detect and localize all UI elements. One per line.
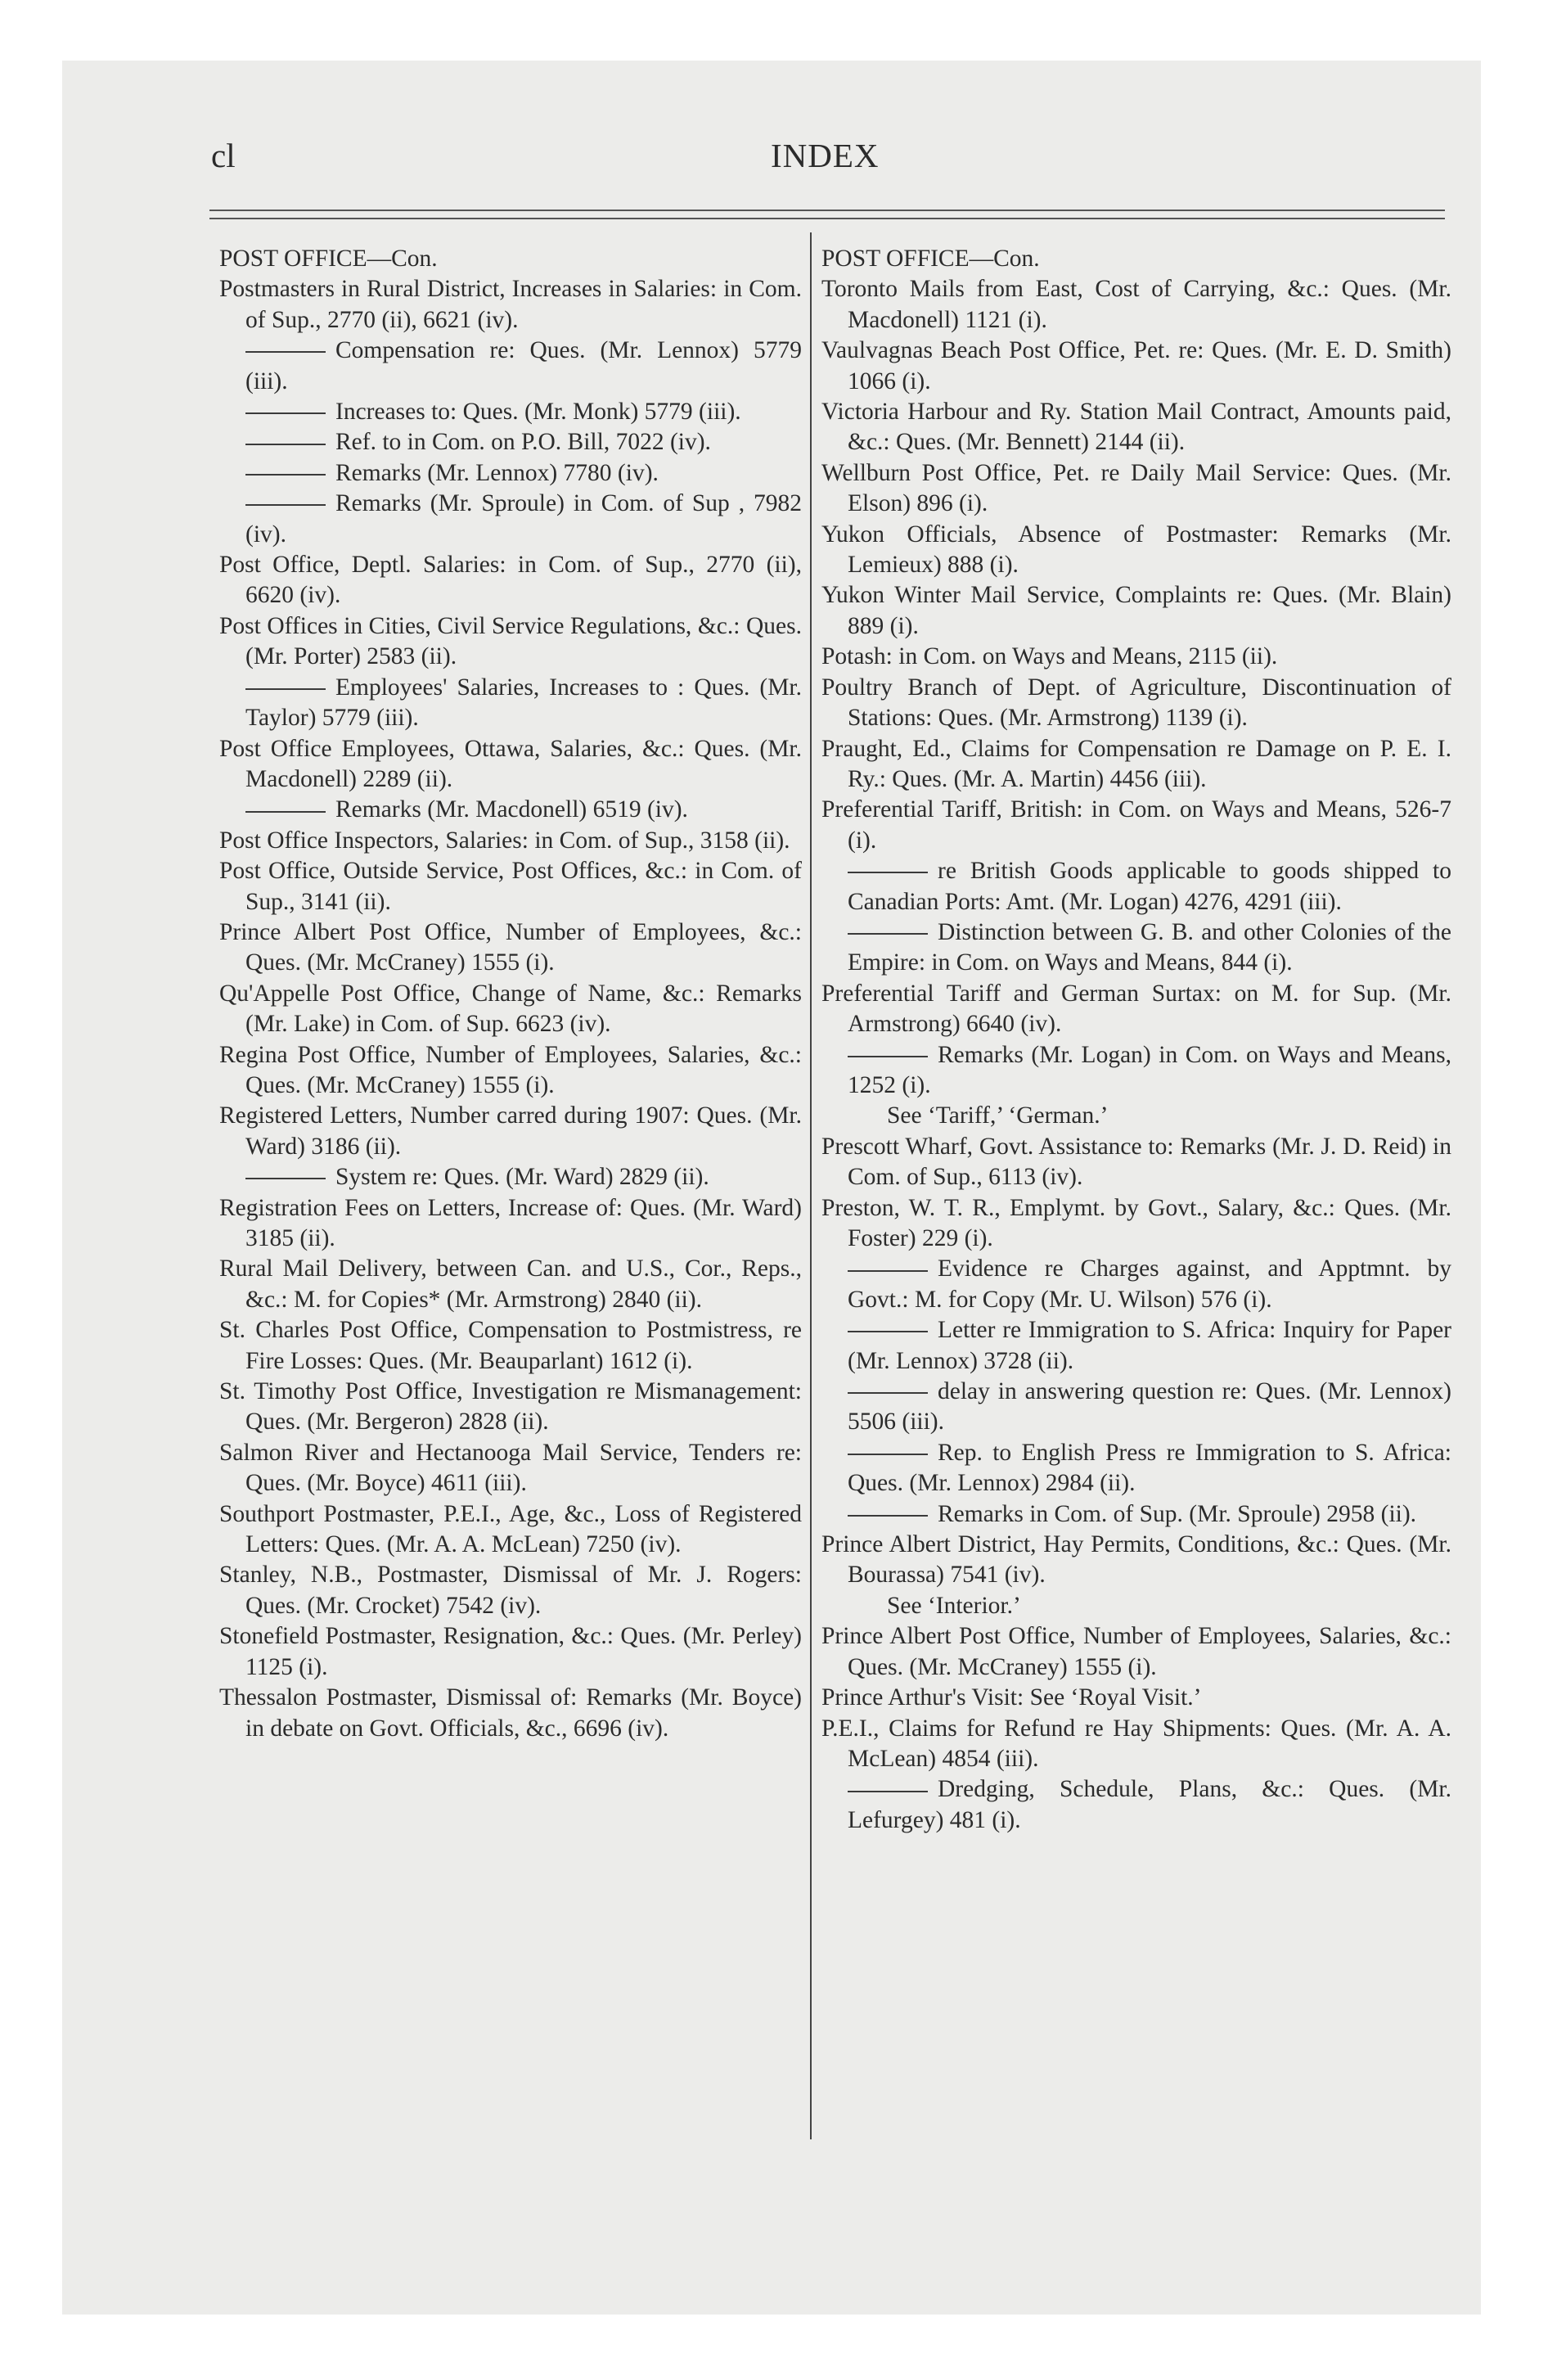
entry-text: Preferential Tariff, British: in Com. on Ways and Means, 526-7 (i). [821,796,1451,854]
index-subentry [219,458,802,489]
ditto-dash [245,444,326,445]
index-entry [821,1683,1451,1713]
entry-text: Evidence re Charges against, and Apptmnt. by Govt.: M. for Copy (Mr. U. Wilson) 576 (i). [848,1255,1451,1313]
entry-text: Postmasters in Rural District, Increases in Salaries: in Com. of Sup., 2770 (ii), 6621 (iv). [219,276,802,333]
entry-text: Preferential Tariff and German Surtax: on M. for Sup. (Mr. Armstrong) 6640 (iv). [821,980,1451,1038]
entry-text: Post Office Employees, Ottawa, Salaries, &c.: Ques. (Mr. Macdonell) 2289 (ii). [219,735,802,792]
entry-text: Prince Arthur's Visit: See ‘Royal Visit.’ [821,1684,1202,1711]
entry-text: delay in answering question re: Ques. (Mr. Lennox) 5506 (iii). [848,1378,1451,1436]
index-entry [821,1714,1451,1775]
ditto-dash [245,811,326,813]
index-entry [821,336,1451,397]
entry-text: Remarks (Mr. Sproule) in Com. of Sup , 7982 (iv). [245,490,802,548]
entry-text: Stonefield Postmaster, Resignation, &c.: Ques. (Mr. Perley) 1125 (i). [219,1623,802,1680]
index-entry [821,642,1451,672]
entry-text: St. Timothy Post Office, Investigation re Mismanagement: Ques. (Mr. Bergeron) 2828 (ii). [219,1378,802,1436]
index-entry [219,1101,802,1162]
entry-text: Praught, Ed., Claims for Compensation re Damage on P. E. I. Ry.: Ques. (Mr. A. Martin) 4456 (iii). [821,735,1451,792]
entry-text: System re: Ques. (Mr. Ward) 2829 (ii). [335,1164,709,1191]
ditto-dash [245,351,326,353]
entry-text: See ‘Interior.’ [887,1592,1021,1619]
index-subentry [821,917,1451,979]
header-rule [209,218,1445,219]
index-entry [821,397,1451,458]
index-entry [219,274,802,336]
entry-text: Rep. to English Press re Immigration to S. Africa: Ques. (Mr. Lennox) 2984 (ii). [848,1439,1451,1497]
entry-text: Registered Letters, Number carred during 1907: Ques. (Mr. Ward) 3186 (ii). [219,1102,802,1160]
entry-text: Toronto Mails from East, Cost of Carrying, &c.: Ques. (Mr. Macdonell) 1121 (i). [821,276,1451,333]
index-entry [219,856,802,917]
index-subentry [821,1377,1451,1438]
entry-text: Vaulvagnas Beach Post Office, Pet. re: Ques. (Mr. E. D. Smith) 1066 (i). [821,337,1451,394]
index-entry [219,1560,802,1621]
index-entry [219,611,802,673]
entry-text: Rural Mail Delivery, between Can. and U.S., Cor., Reps., &c.: M. for Copies* (Mr. Armstrong) 2840 (ii). [219,1255,802,1313]
left-column [219,244,802,1744]
entry-text: Post Office Inspectors, Salaries: in Com. of Sup., 3158 (ii). [219,827,790,854]
section-heading [821,244,1451,274]
entry-text: P.E.I., Claims for Refund re Hay Shipments: Ques. (Mr. A. A. McLean) 4854 (iii). [821,1715,1451,1772]
index-entry [219,1315,802,1377]
index-entry [219,826,802,856]
column-divider [810,232,812,2139]
entry-text: St. Charles Post Office, Compensation to Postmistress, re Fire Losses: Ques. (Mr. Beauparlant) 1612 (i). [219,1317,802,1374]
entry-text: Increases to: Ques. (Mr. Monk) 5779 (iii). [335,399,741,426]
entry-text: Yukon Officials, Absence of Postmaster: Remarks (Mr. Lemieux) 888 (i). [821,521,1451,579]
index-subentry [219,397,802,427]
entry-text: See ‘Tariff,’ ‘German.’ [887,1102,1109,1129]
index-entry [219,1621,802,1683]
index-entry [219,1254,802,1315]
index-entry [821,795,1451,856]
entry-text: Remarks (Mr. Lennox) 7780 (iv). [335,459,659,486]
entry-text: Prince Albert Post Office, Number of Employees, &c.: Ques. (Mr. McCraney) 1555 (i). [219,918,802,976]
index-subentry [219,1162,802,1192]
index-entry [821,274,1451,336]
see-reference [821,1101,1451,1131]
ditto-dash [848,1515,928,1517]
entry-text: Qu'Appelle Post Office, Change of Name, &c.: Remarks (Mr. Lake) in Com. of Sup. 6623 (iv). [219,980,802,1038]
ditto-dash [848,1392,928,1394]
index-entry [821,1621,1451,1683]
index-subentry [219,336,802,397]
entry-text: Compensation re: Ques. (Mr. Lennox) 5779 (iii). [245,337,802,394]
index-subentry [219,795,802,825]
page-number: cl [211,137,236,174]
index-entry [219,1377,802,1438]
entry-text: Ref. to in Com. on P.O. Bill, 7022 (iv). [335,429,711,456]
index-entry [821,979,1451,1040]
see-reference [821,1591,1451,1621]
entry-text: Remarks (Mr. Logan) in Com. on Ways and Means, 1252 (i). [848,1041,1451,1098]
index-subentry [821,1438,1451,1499]
index-subentry [821,1774,1451,1836]
ditto-dash [245,412,326,414]
ditto-dash [848,933,928,935]
section-heading [219,244,802,274]
index-entry [219,1193,802,1255]
index-entry [219,1438,802,1499]
index-entry [821,520,1451,581]
index-subentry [821,1499,1451,1530]
ditto-dash [245,1178,326,1179]
index-entry [821,458,1451,520]
index-subentry [219,489,802,550]
index-entry [219,550,802,611]
entry-text: POST OFFICE—Con. [821,246,1040,272]
entry-text: Salmon River and Hectanooga Mail Service, Tenders re: Ques. (Mr. Boyce) 4611 (iii). [219,1439,802,1497]
index-entry [219,1683,802,1744]
index-entry [821,1132,1451,1193]
ditto-dash [848,1270,928,1272]
entry-text: Post Office, Outside Service, Post Offices, &c.: in Com. of Sup., 3141 (ii). [219,858,802,915]
index-entry [219,979,802,1040]
entry-text: Post Office, Deptl. Salaries: in Com. of Sup., 2770 (ii), 6620 (iv). [219,552,802,609]
entry-text: POST OFFICE—Con. [219,246,438,272]
entry-text: Prince Albert Post Office, Number of Employees, Salaries, &c.: Ques. (Mr. McCraney) 1555 (i). [821,1623,1451,1680]
ditto-dash [245,474,326,476]
entry-text: Post Offices in Cities, Civil Service Regulations, &c.: Ques. (Mr. Porter) 2583 (ii). [219,612,802,670]
index-subentry [219,427,802,458]
header-rule [209,210,1445,211]
entry-text: re British Goods applicable to goods shipped to Canadian Ports: Amt. (Mr. Logan) 4276, 4291 (iii). [848,858,1451,915]
index-entry [219,917,802,979]
ditto-dash [848,872,928,873]
index-entry [821,734,1451,796]
index-entry [219,1499,802,1561]
entry-text: Regina Post Office, Number of Employees, Salaries, &c.: Ques. (Mr. McCraney) 1555 (i). [219,1041,802,1098]
ditto-dash [848,1454,928,1455]
ditto-dash [245,688,326,690]
entry-text: Distinction between G. B. and other Colonies of the Empire: in Com. on Ways and Means, 844 (i). [848,918,1451,976]
index-subentry [821,1315,1451,1377]
index-subentry [821,856,1451,917]
index-subentry [821,1254,1451,1315]
index-entry [219,734,802,796]
ditto-dash [848,1791,928,1792]
entry-text: Stanley, N.B., Postmaster, Dismissal of Mr. J. Rogers: Ques. (Mr. Crocket) 7542 (iv). [219,1562,802,1619]
entry-text: Employees' Salaries, Increases to : Ques. (Mr. Taylor) 5779 (iii). [245,674,802,732]
entry-text: Prince Albert District, Hay Permits, Conditions, &c.: Ques. (Mr. Bourassa) 7541 (iv). [821,1531,1451,1589]
entry-text: Thessalon Postmaster, Dismissal of: Remarks (Mr. Boyce) in debate on Govt. Officials, &c., 6696 (iv). [219,1684,802,1742]
entry-text: Registration Fees on Letters, Increase of: Ques. (Mr. Ward) 3185 (ii). [219,1194,802,1251]
entry-text: Preston, W. T. R., Emplymt. by Govt., Salary, &c.: Ques. (Mr. Foster) 229 (i). [821,1194,1451,1251]
right-column [821,244,1451,1836]
index-subentry [821,1040,1451,1102]
entry-text: Southport Postmaster, P.E.I., Age, &c., Loss of Registered Letters: Ques. (Mr. A. A. McLean) 7250 (iv). [219,1500,802,1558]
entry-text: Remarks in Com. of Sup. (Mr. Sproule) 2958 (ii). [938,1500,1417,1527]
index-entry [821,1530,1451,1591]
entry-text: Poultry Branch of Dept. of Agriculture, Discontinuation of Stations: Ques. (Mr. Armstrong) 1139 (i). [821,674,1451,732]
entry-text: Potash: in Com. on Ways and Means, 2115 (ii). [821,643,1278,670]
entry-text: Remarks (Mr. Macdonell) 6519 (iv). [335,796,688,823]
ditto-dash [848,1056,928,1057]
index-subentry [219,673,802,734]
page-title: INDEX [771,137,880,174]
entry-text: Victoria Harbour and Ry. Station Mail Contract, Amounts paid, &c.: Ques. (Mr. Bennett) 2144 (ii). [821,399,1451,456]
ditto-dash [848,1331,928,1332]
entry-text: Yukon Winter Mail Service, Complaints re: Ques. (Mr. Blain) 889 (i). [821,582,1451,639]
index-entry [821,1193,1451,1255]
entry-text: Letter re Immigration to S. Africa: Inquiry for Paper (Mr. Lennox) 3728 (ii). [848,1317,1451,1374]
entry-text: Wellburn Post Office, Pet. re Daily Mail Service: Ques. (Mr. Elson) 896 (i). [821,459,1451,517]
index-entry [821,673,1451,734]
index-entry [219,1040,802,1102]
entry-text: Dredging, Schedule, Plans, &c.: Ques. (Mr. Lefurgey) 481 (i). [848,1776,1451,1833]
ditto-dash [245,504,326,506]
entry-text: Prescott Wharf, Govt. Assistance to: Remarks (Mr. J. D. Reid) in Com. of Sup., 6113 (iv). [821,1133,1451,1191]
index-entry [821,580,1451,642]
